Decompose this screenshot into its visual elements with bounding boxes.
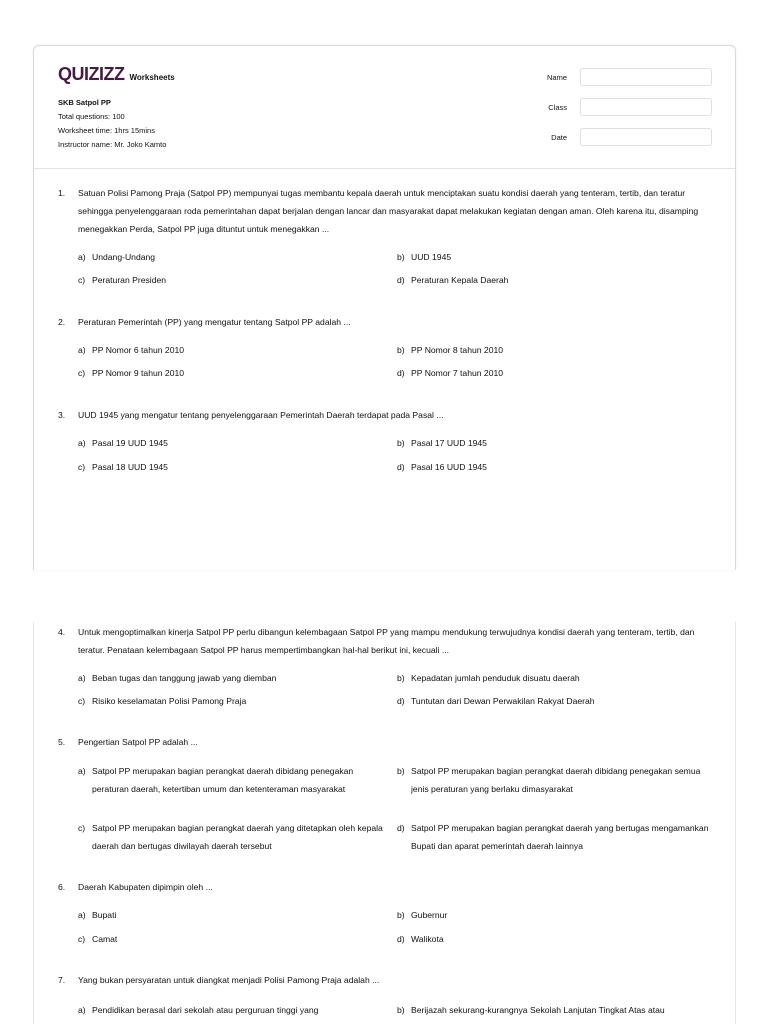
question-text: Untuk mengoptimalkan kinerja Satpol PP perlu dibangun kelembagaan Satpol PP yang mampu mendukung terwujudnya kondisi daerah yang tenteram, tertib, dan teratur. Penataan kelembagaan Satpol PP harus mempertimbangkan hal-hal berikut ini, kecuali ... [78, 627, 695, 655]
option-text: Pasal 19 UUD 1945 [92, 438, 168, 448]
question-text: UUD 1945 yang mengatur tentang penyelenggaraan Pemerintah Daerah terdapat pada Pasal ... [78, 410, 444, 420]
option-text: Peraturan Kepala Daerah [411, 275, 509, 285]
option-letter: d) [397, 696, 405, 706]
option-letter: b) [397, 345, 405, 355]
total-questions: Total questions: 100 [58, 112, 125, 121]
option-text: Undang-Undang [92, 252, 156, 262]
option-text: Berijazah sekurang-kurangnya Sekolah Lanjutan Tingkat Atas atau [411, 1005, 665, 1015]
option-text: PP Nomor 7 tahun 2010 [411, 368, 504, 378]
option-letter: b) [397, 766, 405, 776]
worksheet-title: SKB Satpol PP [58, 98, 111, 107]
option-letter: d) [397, 462, 405, 472]
date-input[interactable] [580, 128, 712, 146]
option-letter: a) [78, 252, 86, 262]
question-text: Daerah Kabupaten dipimpin oleh ... [78, 882, 213, 892]
option-text: PP Nomor 8 tahun 2010 [411, 345, 504, 355]
option-text: Camat [92, 934, 118, 944]
option-letter: c) [78, 368, 86, 378]
option-letter: b) [397, 673, 405, 683]
option-letter: b) [397, 910, 405, 920]
option-text: Kepadatan jumlah penduduk disuatu daerah [411, 673, 580, 683]
worksheet-page-2 [33, 622, 736, 1024]
option-letter: a) [78, 766, 86, 776]
option-text: Pendidikan berasal dari sekolah atau perguruan tinggi yang [92, 1005, 319, 1015]
question-number: 5. [58, 737, 66, 747]
worksheet-header [34, 46, 735, 169]
logo-subtitle: Worksheets [129, 73, 175, 82]
name-label: Name [546, 72, 567, 82]
option-letter: c) [78, 823, 86, 833]
question-number: 7. [58, 975, 66, 985]
option-text: Bupati [92, 910, 117, 920]
name-input[interactable] [580, 68, 712, 86]
option-text: Satpol PP merupakan bagian perangkat daerah yang ditetapkan oleh kepala daerah dan bertugas diwilayah daerah tersebut [92, 823, 383, 851]
option-text: UUD 1945 [411, 252, 452, 262]
option-text: Beban tugas dan tanggung jawab yang diemban [92, 673, 277, 683]
question-text: Satuan Polisi Pamong Praja (Satpol PP) mempunyai tugas membantu kepala daerah untuk menciptakan suatu kondisi daerah yang tenteram, tertib, dan teratur sehingga penyelenggaraan roda pemerintahan dapat berjalan dengan lancar dan masyarakat dapat melakukan kegiatan dengan aman. Oleh karena itu, disamping menegakkan Perda, Satpol PP juga dituntut untuk menegakkan ... [78, 188, 699, 234]
name-field-row [537, 68, 712, 86]
question-text: Yang bukan persyaratan untuk diangkat menjadi Polisi Pamong Praja adalah ... [78, 975, 380, 985]
option-text: Pasal 16 UUD 1945 [411, 462, 487, 472]
option-letter: c) [78, 275, 86, 285]
option-text: Satpol PP merupakan bagian perangkat daerah yang bertugas mengamankan Bupati dan aparat pemerintah daerah lainnya [411, 823, 709, 851]
option-letter: b) [397, 252, 405, 262]
option-letter: d) [397, 368, 405, 378]
option-text: Pasal 18 UUD 1945 [92, 462, 168, 472]
option-letter: b) [397, 1005, 405, 1015]
class-input[interactable] [580, 98, 712, 116]
option-letter: a) [78, 1005, 86, 1015]
date-field-row [537, 128, 712, 146]
question-number: 6. [58, 882, 66, 892]
option-text: Satpol PP merupakan bagian perangkat daerah dibidang penegakan peraturan daerah, ketertiban umum dan ketenteraman masyarakat [92, 766, 354, 794]
option-letter: c) [78, 696, 86, 706]
question-text: Peraturan Pemerintah (PP) yang mengatur tentang Satpol PP adalah ... [78, 317, 351, 327]
option-letter: b) [397, 438, 405, 448]
option-text: PP Nomor 9 tahun 2010 [92, 368, 185, 378]
option-text: Risiko keselamatan Polisi Pamong Praja [92, 696, 247, 706]
question-number: 4. [58, 627, 66, 637]
option-text: Tuntutan dari Dewan Perwakilan Rakyat Daerah [411, 696, 595, 706]
option-letter: a) [78, 438, 86, 448]
question-number: 2. [58, 317, 66, 327]
option-text: Walikota [411, 934, 444, 944]
instructor-name: Instructor name: Mr. Joko Kamto [58, 140, 167, 149]
option-letter: a) [78, 345, 86, 355]
date-label: Date [551, 132, 567, 142]
option-letter: d) [397, 275, 405, 285]
option-letter: a) [78, 673, 86, 683]
option-text: Pasal 17 UUD 1945 [411, 438, 487, 448]
class-label: Class [548, 102, 567, 112]
question-number: 1. [58, 188, 66, 198]
option-letter: d) [397, 823, 405, 833]
option-text: Gubernur [411, 910, 448, 920]
question-number: 3. [58, 410, 66, 420]
option-letter: a) [78, 910, 86, 920]
option-text: Satpol PP merupakan bagian perangkat daerah dibidang penegakan semua jenis peraturan yang berlaku dimasyarakat [411, 766, 701, 794]
option-letter: c) [78, 934, 86, 944]
option-letter: c) [78, 462, 86, 472]
class-field-row [537, 98, 712, 116]
question-text: Pengertian Satpol PP adalah ... [78, 737, 198, 747]
logo-text: QUIZIZZ [58, 64, 125, 84]
worksheet-time: Worksheet time: 1hrs 15mins [58, 126, 155, 135]
option-text: PP Nomor 6 tahun 2010 [92, 345, 185, 355]
quizizz-logo [58, 64, 175, 85]
worksheet-meta [58, 96, 166, 152]
option-text: Peraturan Presiden [92, 275, 167, 285]
option-letter: d) [397, 934, 405, 944]
worksheet-page-1 [33, 45, 736, 570]
